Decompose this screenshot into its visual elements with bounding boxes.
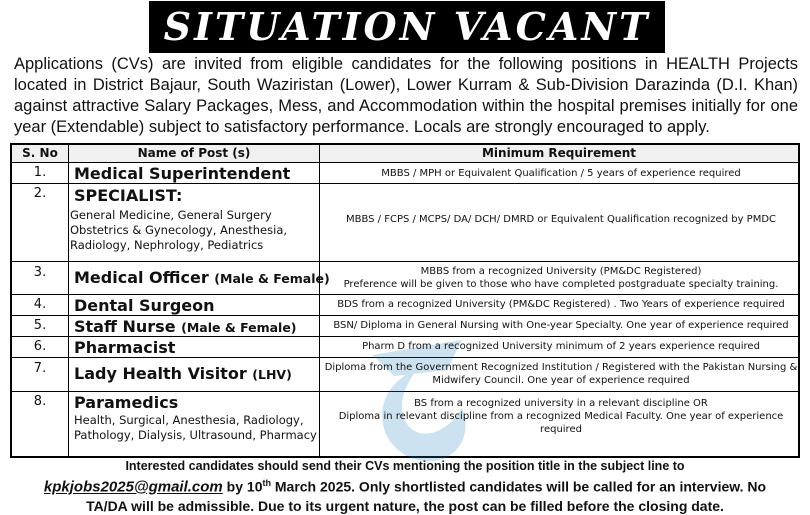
- table-row: [74, 338, 318, 357]
- requirement-line: BDS from a recognized University (PM&DC Registered) . Two Years of experience required: [337, 299, 785, 310]
- post-sub: (LHV): [252, 367, 292, 382]
- footer-note: [10, 458, 800, 515]
- requirement-line: BS from a recognized university in a relevant discipline OR: [414, 398, 708, 409]
- table-row: [74, 317, 318, 337]
- requirement: [324, 319, 798, 332]
- header-post: Name of Post (s): [69, 145, 319, 162]
- email-link[interactable]: kpkjobs2025@gmail.com: [43, 478, 223, 496]
- row-divider: [12, 391, 798, 392]
- post-detail: General Medicine, General Surgery Obstetrics & Gynecology, Anesthesia, Radiology, Nephrology, Pediatrics: [70, 208, 288, 252]
- table-row: [74, 268, 330, 288]
- requirement-line: MBBS / FCPS / MCPS/ DA/ DCH/ DMRD or Equivalent Qualification recognized by PMDC: [345, 214, 777, 225]
- post-title: [74, 164, 318, 183]
- requirement-line: Midwifery Council. One year of experience required: [432, 375, 690, 386]
- post-name: Dental Surgeon: [74, 296, 215, 315]
- page-title: SITUATION VACANT: [163, 4, 651, 49]
- post-detail: Health, Surgical, Anesthesia, Radiology, Pathology, Dialysis, Ultrasound, Pharmacy: [74, 413, 317, 442]
- row-sno: 1.: [33, 165, 47, 180]
- post-name: Lady Health Visitor: [74, 364, 247, 383]
- post-name: SPECIALIST:: [74, 186, 183, 205]
- table-row: [74, 393, 318, 443]
- requirement: [324, 298, 798, 311]
- footer-rest: . Only shortlisted candidates will be called for an interview. No: [351, 478, 767, 495]
- row-divider: [12, 357, 798, 358]
- row-divider: [12, 261, 798, 262]
- footer-line: TA/DA will be admissible. Due to its urgent nature, the post can be filled before the closing date.: [86, 497, 724, 514]
- deadline-month: March 2025: [274, 478, 352, 495]
- post-name: Paramedics: [74, 393, 179, 412]
- deadline-day: 10: [246, 478, 263, 495]
- post-name: Pharmacist: [74, 338, 176, 357]
- requirement: [324, 340, 798, 353]
- post-name: Staff Nurse: [74, 317, 176, 336]
- requirement: [324, 397, 798, 436]
- post-title: [74, 296, 318, 315]
- requirement-line: Preference will be given to those who have completed postgraduate specialty training.: [343, 279, 779, 290]
- column-divider: [319, 145, 320, 456]
- row-sno: 4.: [33, 297, 47, 312]
- row-sno: 3.: [33, 265, 47, 280]
- requirement-line: BSN/ Diploma in General Nursing with One-year Specialty. One year of experience required: [333, 320, 789, 331]
- requirement-line: Diploma from the Government Recognized Institution / Registered with the Pakistan Nursing &: [324, 362, 798, 373]
- footer-line: Interested candidates should send their CVs mentioning the position title in the subject line to: [125, 459, 685, 473]
- post-title: [74, 186, 318, 205]
- requirement-line: Diploma in relevant discipline from a recognized Medical Faculty. One year of experience: [338, 411, 784, 422]
- row-divider: [12, 162, 798, 163]
- post-title: [74, 317, 318, 337]
- title-banner: [149, 1, 665, 53]
- table-row: [74, 296, 318, 315]
- post-title: [74, 338, 318, 357]
- row-sno: 6.: [33, 339, 47, 354]
- table-row: [74, 164, 318, 183]
- deadline-day-suffix: th: [262, 478, 271, 488]
- post-title: [74, 364, 318, 384]
- requirement: [324, 213, 798, 226]
- row-divider: [12, 294, 798, 295]
- post-title: [74, 268, 330, 288]
- row-sno: 2.: [33, 186, 47, 201]
- requirement-line: required: [540, 424, 582, 435]
- header-requirement: Minimum Requirement: [320, 145, 798, 162]
- post-sub: (Male & Female): [214, 271, 330, 286]
- table-row: [70, 186, 318, 253]
- row-sno: 8.: [33, 394, 47, 409]
- footer-line: [10, 474, 800, 497]
- post-name: Medical Superintendent: [74, 164, 291, 183]
- requirement-line: MBBS / MPH or Equivalent Qualification / 5 years of experience required: [381, 168, 741, 179]
- intro-paragraph: Applications (CVs) are invited from eligible candidates for the following positions in HEALTH Projects located in District Bajaur, South Waziristan (Lower), Lower Kurram & Sub-Division Darazinda (D.I. Khan) against attractive Salary Packages, Mess, and Accommodation within the hospital premises initially for one year (Extendable) subject to satisfactory performance. Locals are strongly encouraged to apply.: [14, 55, 798, 136]
- post-sub: (Male & Female): [181, 320, 297, 335]
- footer-by: by: [226, 478, 244, 495]
- row-sno: 5.: [33, 318, 47, 333]
- requirement: [324, 167, 798, 180]
- row-sno: 7.: [33, 361, 47, 376]
- requirement-line: Pharm D from a recognized University minimum of 2 years experience required: [362, 341, 760, 352]
- post-name: Medical Officer: [74, 268, 209, 287]
- requirement-line: MBBS from a recognized University (PM&DC Registered): [420, 266, 702, 277]
- row-divider: [12, 315, 798, 316]
- column-divider: [68, 145, 69, 456]
- requirement: [324, 361, 798, 387]
- post-title: [74, 393, 318, 412]
- row-divider: [12, 183, 798, 184]
- requirement: [324, 265, 798, 291]
- table-row: [74, 364, 318, 384]
- positions-table: [10, 143, 800, 458]
- header-sno: S. No: [12, 145, 68, 162]
